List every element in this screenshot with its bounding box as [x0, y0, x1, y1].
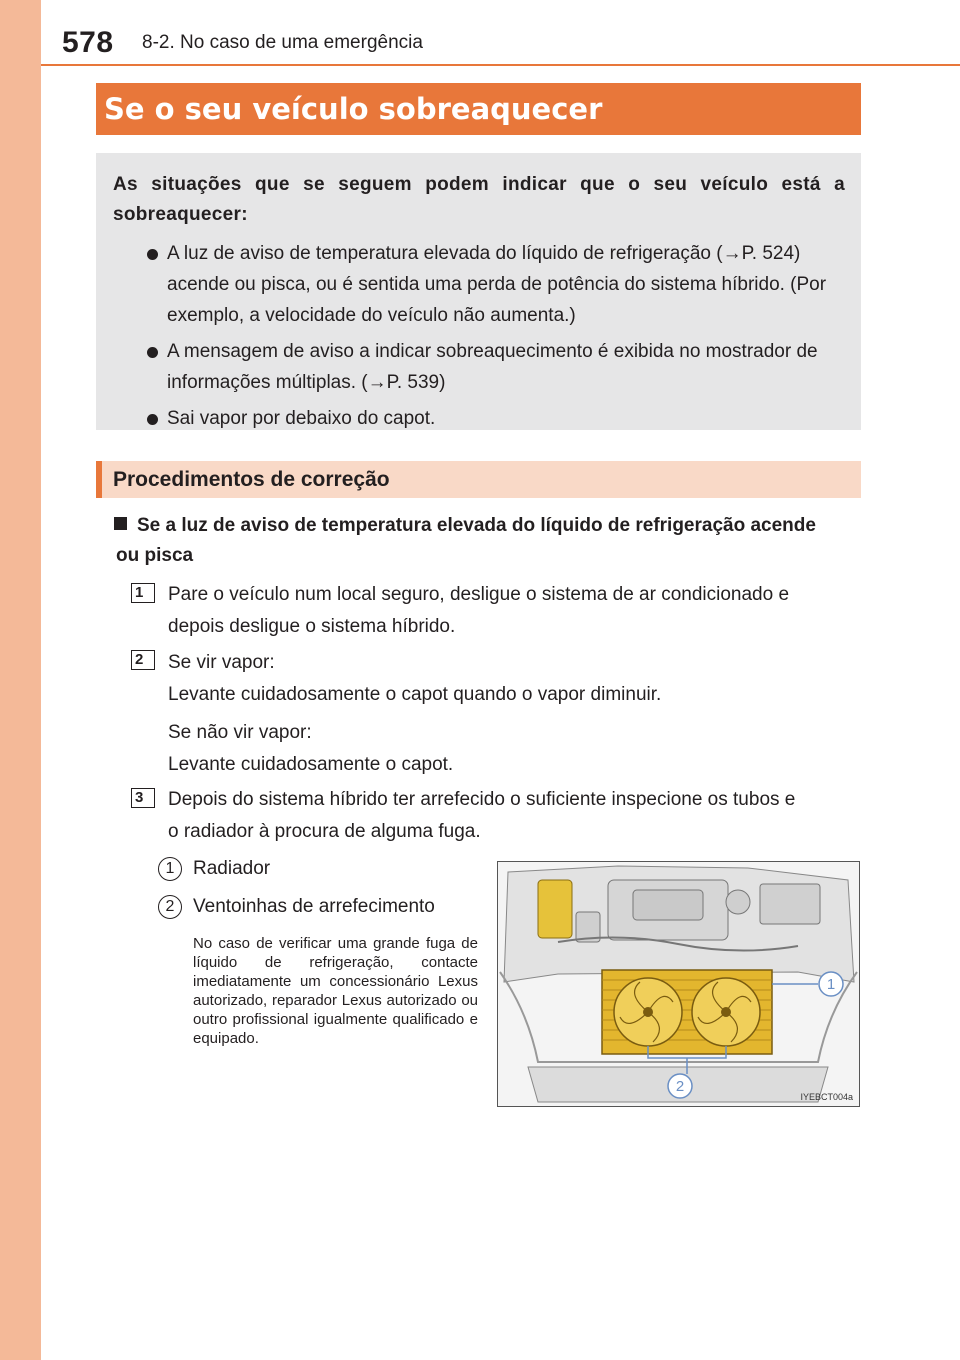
list-item	[147, 336, 845, 398]
step-line: Pare o veículo num local seguro, desligue o sistema de ar condicionado e	[168, 584, 790, 605]
step-line: depois desligue o sistema híbrido.	[168, 616, 456, 637]
step-number-badge: 1	[131, 583, 155, 603]
step-line: Levante cuidadosamente o capot quando o vapor diminuir.	[168, 684, 662, 705]
intro-text: As situações que se seguem podem indicar que o seu veículo está a sobreaquecer:	[113, 174, 845, 225]
sub-heading-line1: Se a luz de aviso de temperatura elevada do líquido de refrigeração acende	[137, 515, 816, 536]
figure-code: IYEBCT004a	[800, 1092, 853, 1102]
step-text	[168, 579, 858, 643]
legend-label-radiator: Radiador	[193, 858, 271, 879]
step-line: Se vir vapor:	[168, 652, 275, 673]
step-text	[168, 784, 858, 848]
step-line: Depois do sistema híbrido ter arrefecido o suficiente inspecione os tubos e	[168, 789, 796, 810]
bullet-icon	[147, 249, 158, 260]
step-line: Levante cuidadosamente o capot.	[168, 754, 454, 775]
list-item-text: A luz de aviso de temperatura elevada do líquido de refrigeração (→P. 524) acende ou pisca, ou é sentida uma perda de potência do sistema híbrido. (Por exemplo, a velocidade do veículo não aumenta.)	[167, 243, 827, 326]
list-item-text: A mensagem de aviso a indicar sobreaquecimento é exibida no mostrador de informações múltiplas. (→P. 539)	[167, 341, 818, 393]
step-line: Se não vir vapor:	[168, 722, 312, 743]
engine-bay-illustration	[497, 861, 860, 1107]
square-bullet-icon	[114, 517, 127, 530]
step-line: o radiador à procura de alguma fuga.	[168, 821, 481, 842]
sub-heading	[114, 511, 859, 571]
step-number-badge: 3	[131, 788, 155, 808]
sub-heading-line2: ou pisca	[116, 545, 194, 566]
list-item-text: Sai vapor por debaixo do capot.	[167, 408, 436, 429]
bullet-icon	[147, 347, 158, 358]
header-divider	[41, 64, 960, 66]
bullet-icon	[147, 414, 158, 425]
callout-radiator: 1	[826, 976, 836, 993]
callout-fans: 2	[675, 1078, 685, 1095]
page-title: Se o seu veículo sobreaquecer	[96, 83, 861, 135]
page-number: 578	[62, 26, 114, 59]
step-text	[168, 647, 858, 781]
symptom-list	[113, 238, 845, 434]
section-breadcrumb: 8-2. No caso de uma emergência	[142, 32, 423, 53]
engine-bay-drawing	[498, 862, 859, 1106]
step-number-badge: 2	[131, 650, 155, 670]
dealer-note: No caso de verificar uma grande fuga de líquido de refrigeração, contacte imediatamente um concessionário Lexus autorizado, reparador Lexus autorizado ou outro profissional igualmente qualificado e equipado.	[193, 935, 478, 1047]
legend-number: 2	[158, 895, 182, 919]
legend-label-fans: Ventoinhas de arrefecimento	[193, 896, 435, 917]
legend-number: 1	[158, 857, 182, 881]
intro-box	[96, 153, 861, 430]
list-item	[147, 403, 845, 434]
section-heading: Procedimentos de correção	[96, 461, 861, 498]
list-item	[147, 238, 845, 331]
side-color-strip	[0, 0, 41, 1360]
